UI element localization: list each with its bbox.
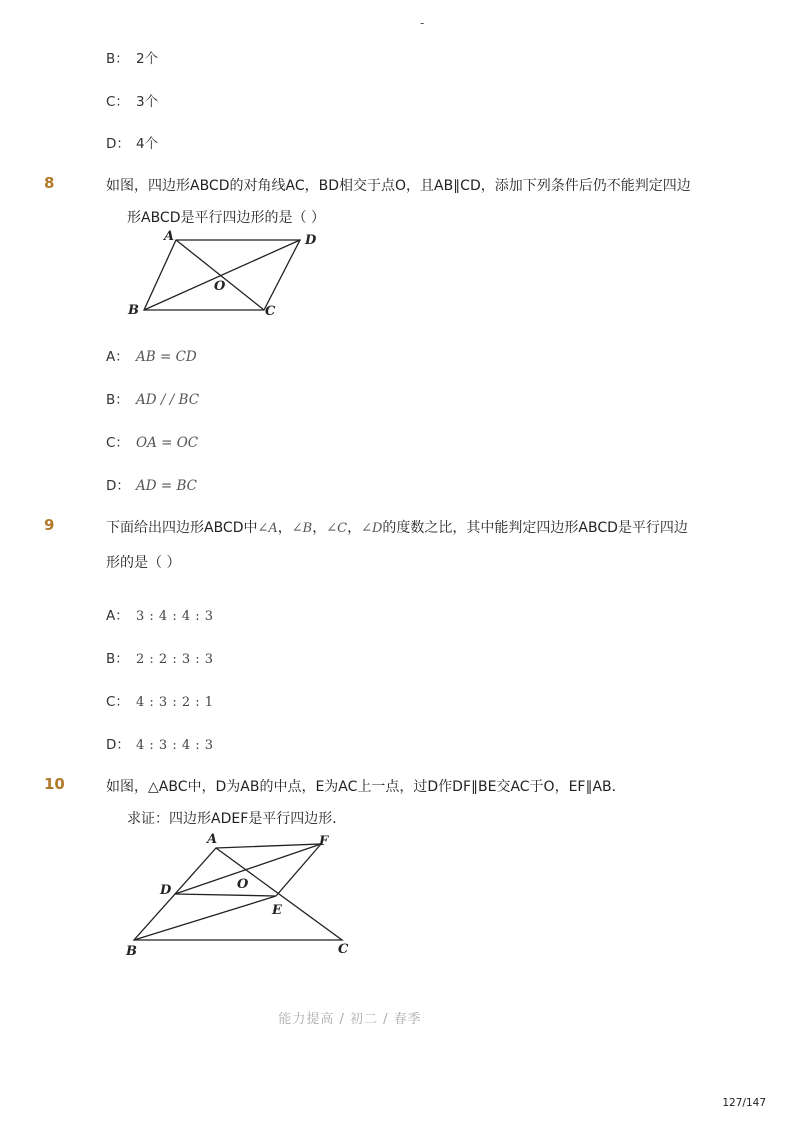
option-label: D： (106, 737, 130, 753)
q9-stem-text-a: 下面给出四边形ABCD中 (106, 520, 258, 536)
option-label: C： (106, 435, 129, 451)
option-label: C： (106, 694, 129, 710)
option-text: OA = OC (136, 435, 199, 451)
prev-option-d (106, 132, 158, 152)
q10-label-e: E (272, 903, 282, 918)
q9-option-c (106, 690, 214, 710)
q9-angle-a: ∠A (257, 521, 278, 536)
question-number-8: 8 (44, 174, 55, 192)
prev-option-b (106, 47, 158, 67)
q9-stem-text-b: 的度数之比，其中能判定四边形ABCD是平行四边 (382, 520, 688, 536)
q8-diagonal-bd (144, 240, 300, 310)
question-number-10: 10 (44, 775, 65, 793)
prev-option-c (106, 90, 158, 110)
q9-sep: ， (312, 520, 327, 536)
q10-label-b: B (126, 944, 137, 959)
q8-option-a (106, 345, 197, 365)
option-label: D： (106, 478, 130, 494)
q10-triangle-figure (120, 828, 370, 960)
q8-option-c (106, 431, 198, 451)
q9-stem-line2: 形的是（ ） (106, 555, 181, 571)
q8-option-b (106, 388, 199, 408)
option-text: 3 : 4 : 4 : 3 (136, 609, 214, 624)
option-text: 2个 (136, 51, 159, 67)
q10-label-o: O (237, 877, 249, 892)
q8-label-d: D (305, 233, 317, 248)
q9-option-b (106, 647, 214, 667)
question-number-9: 9 (44, 516, 55, 534)
q10-label-c: C (338, 942, 349, 957)
q9-sep: ， (277, 520, 292, 536)
q9-option-d (106, 733, 214, 753)
option-label: C： (106, 94, 129, 110)
q10-label-f: F (319, 834, 329, 849)
q8-label-b: B (128, 303, 139, 318)
q8-stem-line2: 形ABCD是平行四边形的是（ ） (127, 210, 325, 226)
option-label: B： (106, 51, 129, 67)
q10-stem-line1: 如图，△ABC中，D为AB的中点，E为AC上一点，过D作DF∥BE交AC于O，EF∥AB． (106, 779, 626, 795)
q8-parallelogram-figure (120, 228, 340, 323)
q8-label-c: C (265, 304, 276, 319)
option-text: 2 : 2 : 3 : 3 (136, 652, 214, 667)
q9-angle-c: ∠C (326, 521, 348, 536)
q8-diagonal-ac (176, 240, 264, 310)
option-text: 3个 (136, 94, 159, 110)
q10-label-a: A (207, 832, 218, 847)
q10-segment-be (134, 896, 276, 940)
q10-segment-de (175, 894, 276, 896)
q9-angle-b: ∠B (291, 521, 313, 536)
q9-option-a (106, 604, 214, 624)
header-dash: - (420, 16, 425, 30)
option-label: D： (106, 136, 130, 152)
option-label: B： (106, 392, 129, 408)
q9-sep: ， (347, 520, 362, 536)
q8-label-o: O (214, 279, 226, 294)
option-label: A： (106, 608, 129, 624)
option-text: 4个 (136, 136, 159, 152)
option-label: B： (106, 651, 129, 667)
q8-stem-line1: 如图，四边形ABCD的对角线AC，BD相交于点O，且AB∥CD，添加下列条件后仍不能判定四边 (106, 178, 691, 194)
option-text: AD = BC (136, 478, 197, 494)
q8-label-a: A (164, 229, 175, 244)
q8-option-d (106, 474, 197, 494)
q10-segments-af-fe (216, 844, 321, 896)
q10-label-d: D (160, 883, 172, 898)
option-text: AD / / BC (136, 392, 200, 408)
option-text: 4 : 3 : 2 : 1 (136, 695, 214, 710)
option-label: A： (106, 349, 129, 365)
option-text: 4 : 3 : 4 : 3 (136, 738, 214, 753)
footer-course-label: 能力提高 / 初二 / 春季 (278, 1012, 422, 1027)
option-text: AB = CD (136, 349, 197, 365)
q9-angle-d: ∠D (361, 521, 383, 536)
page-number: 127/147 (722, 1097, 766, 1109)
q9-stem-line1 (106, 517, 688, 537)
q10-stem-line2: 求证：四边形ADEF是平行四边形． (127, 811, 347, 827)
